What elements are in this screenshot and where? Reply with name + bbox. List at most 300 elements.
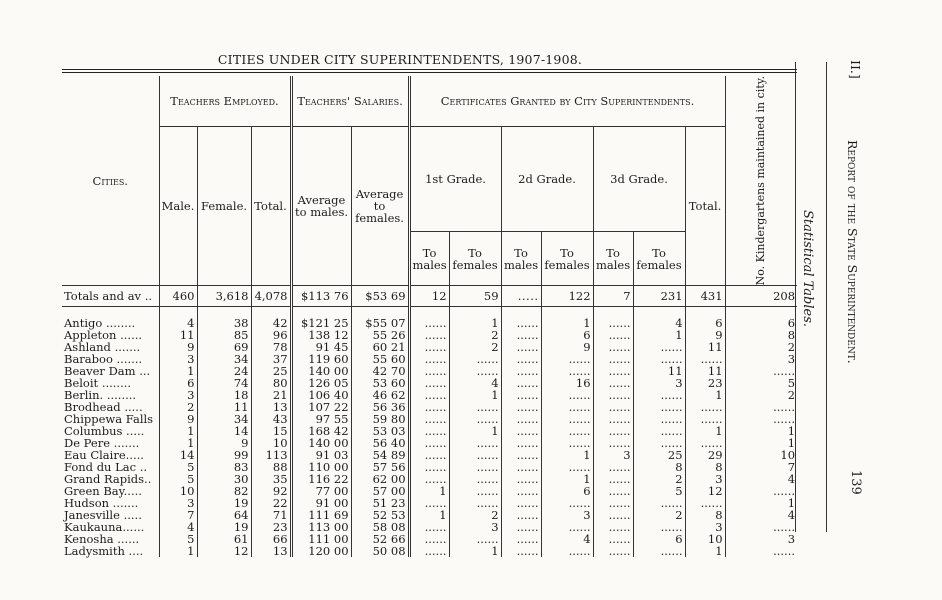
totals-g1-females: 59 [449, 286, 501, 307]
cell-g3m: ...... [593, 437, 633, 449]
cell-g2f: ...... [541, 425, 593, 437]
cell-male: 5 [159, 461, 197, 473]
cell-avg_f: 46 62 [351, 389, 409, 401]
cell-g1m: ...... [409, 401, 449, 413]
cell-g3f: ...... [633, 425, 685, 437]
cell-city: Kaukauna...... [64, 520, 145, 535]
cell-g2m: ...... [501, 365, 541, 377]
header-g1-males: To males [409, 232, 449, 286]
cell-g1m: ...... [409, 473, 449, 485]
side-rule-outer [826, 62, 827, 532]
cell-avg_f: 55 60 [351, 353, 409, 365]
cell-g2m: ...... [501, 425, 541, 437]
cell-female: 9 [197, 437, 251, 449]
cell-ctot: 1 [685, 425, 725, 437]
header-cert-total: Total. [685, 126, 725, 286]
cell-ctot: 10 [685, 533, 725, 545]
cell-g1f: 2 [449, 509, 501, 521]
cell-avg_m: 140 00 [291, 365, 351, 377]
cell-ctot: ...... [685, 401, 725, 413]
cell-kg: ...... [725, 521, 797, 533]
cell-g3f: 6 [633, 533, 685, 545]
cell-g3f: 25 [633, 449, 685, 461]
cell-g1m: ...... [409, 365, 449, 377]
cell-city: Kenosha ...... [64, 532, 140, 547]
cell-g2m: ...... [501, 533, 541, 545]
header-g3-males: To males [593, 232, 633, 286]
cell-g2m: ...... [501, 509, 541, 521]
cell-total: 23 [251, 521, 291, 533]
cell-g2m: ...... [501, 317, 541, 329]
totals-g3-females: 231 [633, 286, 685, 307]
cell-ctot: 11 [685, 365, 725, 377]
cell-kg: ...... [725, 485, 797, 497]
cell-avg_m: $121 25 [291, 317, 351, 329]
cell-total: 71 [251, 509, 291, 521]
cell-g3m: ...... [593, 509, 633, 521]
cell-avg_f: 51 23 [351, 497, 409, 509]
cell-city: Ladysmith .... [64, 544, 144, 559]
cell-g2f: 4 [541, 533, 593, 545]
cell-total: 13 [251, 545, 291, 557]
cell-g1f: 1 [449, 425, 501, 437]
cell-male: 1 [159, 437, 197, 449]
cell-g2f: ...... [541, 437, 593, 449]
cell-city: Beaver Dam ... [64, 364, 151, 379]
header-g1-females: To females [449, 232, 501, 286]
cell-female: 38 [197, 317, 251, 329]
cell-g3m: ...... [593, 389, 633, 401]
cell-male: 14 [159, 449, 197, 461]
cell-g3m: ...... [593, 473, 633, 485]
cell-ctot: 1 [685, 389, 725, 401]
table-row [62, 473, 797, 485]
cell-male: 9 [159, 341, 197, 353]
cell-avg_f: 56 40 [351, 437, 409, 449]
cell-g1f: 3 [449, 521, 501, 533]
cell-city: Baraboo ....... [64, 352, 143, 367]
cell-g1f: ...... [449, 497, 501, 509]
cell-avg_f: 57 56 [351, 461, 409, 473]
header-grade2: 2d Grade. [501, 126, 593, 232]
cell-avg_f: 52 66 [351, 533, 409, 545]
cell-avg_m: 91 03 [291, 449, 351, 461]
cell-g1f: 1 [449, 545, 501, 557]
header-grade3: 3d Grade. [593, 126, 685, 232]
table-body [62, 286, 797, 558]
cell-kg: 6 [725, 317, 797, 329]
cell-g2m: ...... [501, 521, 541, 533]
cell-avg_f: 58 08 [351, 521, 409, 533]
cell-g2m: ...... [501, 389, 541, 401]
cell-g2f: ...... [541, 389, 593, 401]
totals-female: 3,618 [197, 286, 251, 307]
cell-g1m: ...... [409, 341, 449, 353]
cell-g2f: ...... [541, 461, 593, 473]
cell-g1f: 4 [449, 377, 501, 389]
cell-avg_f: 42 70 [351, 365, 409, 377]
side-rule-inner [795, 62, 796, 532]
totals-g1-males: 12 [409, 286, 449, 307]
cell-female: 83 [197, 461, 251, 473]
cell-ctot: 6 [685, 317, 725, 329]
cell-g2f: ...... [541, 401, 593, 413]
table-row [62, 545, 797, 557]
cell-avg_f: 55 26 [351, 329, 409, 341]
cell-total: 22 [251, 497, 291, 509]
totals-g2-females: 122 [541, 286, 593, 307]
cell-g3f: ...... [633, 401, 685, 413]
cell-city: Antigo ........ [64, 316, 136, 331]
cell-avg_m: 107 22 [291, 401, 351, 413]
cell-g3f: ...... [633, 413, 685, 425]
page-title: CITIES UNDER CITY SUPERINTENDENTS, 1907-1908. [217, 52, 583, 67]
cell-ctot: ...... [685, 413, 725, 425]
cell-g1f: ...... [449, 353, 501, 365]
cell-kg: ...... [725, 365, 797, 377]
cell-male: 1 [159, 425, 197, 437]
cell-female: 12 [197, 545, 251, 557]
cell-g1f: 1 [449, 389, 501, 401]
cell-g3m: ...... [593, 329, 633, 341]
cell-g1f: ...... [449, 437, 501, 449]
cell-city: Brodhead ..... [64, 400, 143, 415]
cell-g1m: ...... [409, 497, 449, 509]
cell-g1m: ...... [409, 377, 449, 389]
cell-g1m: ...... [409, 425, 449, 437]
cell-male: 6 [159, 377, 197, 389]
cell-female: 19 [197, 521, 251, 533]
cell-female: 19 [197, 497, 251, 509]
cell-g3f: ...... [633, 353, 685, 365]
cell-g2m: ...... [501, 449, 541, 461]
cell-g3f: 1 [633, 329, 685, 341]
cell-g2f: 6 [541, 329, 593, 341]
cell-total: 66 [251, 533, 291, 545]
totals-cert-total: 431 [685, 286, 725, 307]
cell-g2f: ...... [541, 521, 593, 533]
cell-city: Ashland ....... [64, 340, 141, 355]
cell-avg_f: 56 36 [351, 401, 409, 413]
cell-g1f: ...... [449, 473, 501, 485]
cell-male: 3 [159, 353, 197, 365]
cell-g2f: 9 [541, 341, 593, 353]
cell-total: 15 [251, 425, 291, 437]
cell-city: Grand Rapids.. [64, 472, 152, 487]
totals-kindergartens: 208 [725, 286, 797, 307]
cell-avg_f: 59 80 [351, 413, 409, 425]
cell-kg: 2 [725, 341, 797, 353]
statistics-table [62, 76, 797, 557]
cell-g3f: ...... [633, 545, 685, 557]
cell-male: 2 [159, 401, 197, 413]
cell-g3f: ...... [633, 521, 685, 533]
cell-g1f: ...... [449, 533, 501, 545]
cell-g1m: ...... [409, 533, 449, 545]
cell-total: 80 [251, 377, 291, 389]
header-male: Male. [159, 126, 197, 286]
cell-avg_m: 97 55 [291, 413, 351, 425]
cell-g1f: ...... [449, 401, 501, 413]
cell-female: 82 [197, 485, 251, 497]
cell-g2m: ...... [501, 473, 541, 485]
cell-total: 43 [251, 413, 291, 425]
cell-g1m: ...... [409, 329, 449, 341]
cell-g1m: ...... [409, 317, 449, 329]
header-teachers-salaries: Teachers' Salaries. [291, 76, 409, 126]
header-total: Total. [251, 126, 291, 286]
cell-g2f: ...... [541, 413, 593, 425]
cell-kg: ...... [725, 401, 797, 413]
cell-g3f: 8 [633, 461, 685, 473]
cell-avg_m: 91 00 [291, 497, 351, 509]
cell-female: 85 [197, 329, 251, 341]
table-row [62, 497, 797, 509]
cell-g1f: ...... [449, 461, 501, 473]
cell-g1f: 2 [449, 341, 501, 353]
cell-g3m: ...... [593, 461, 633, 473]
cell-male: 5 [159, 533, 197, 545]
cell-g3f: 11 [633, 365, 685, 377]
cell-g2f: ...... [541, 497, 593, 509]
cell-g3m: ...... [593, 317, 633, 329]
cell-g2f: ...... [541, 365, 593, 377]
cell-kg: 7 [725, 461, 797, 473]
cell-total: 96 [251, 329, 291, 341]
cell-avg_f: 62 00 [351, 473, 409, 485]
cell-g1f: ...... [449, 413, 501, 425]
cell-city: Eau Claire..... [64, 448, 144, 463]
cell-g2m: ...... [501, 353, 541, 365]
cell-male: 3 [159, 497, 197, 509]
cell-ctot: 12 [685, 485, 725, 497]
cell-g3m: ...... [593, 533, 633, 545]
cell-g2f: 6 [541, 485, 593, 497]
cell-g1m: ...... [409, 413, 449, 425]
header-grade1: 1st Grade. [409, 126, 501, 232]
cell-avg_m: 77 00 [291, 485, 351, 497]
cell-g3f: ...... [633, 497, 685, 509]
cell-ctot: 11 [685, 341, 725, 353]
cell-male: 5 [159, 473, 197, 485]
cell-avg_m: 119 60 [291, 353, 351, 365]
cell-avg_m: 113 00 [291, 521, 351, 533]
cell-g2f: ...... [541, 545, 593, 557]
cell-avg_m: 111 69 [291, 509, 351, 521]
cell-g2m: ...... [501, 545, 541, 557]
cell-city: Green Bay..... [64, 484, 142, 499]
cell-total: 113 [251, 449, 291, 461]
header-teachers-employed: Teachers Employed. [159, 76, 291, 126]
cell-g2m: ...... [501, 413, 541, 425]
cell-city: Appleton ...... [64, 328, 143, 343]
cell-avg_m: 140 00 [291, 437, 351, 449]
cell-g2m: ...... [501, 329, 541, 341]
cell-kg: ...... [725, 413, 797, 425]
cell-g3m: ...... [593, 365, 633, 377]
cell-g3f: 4 [633, 317, 685, 329]
cell-city: Janesville ..... [64, 508, 142, 523]
header-avg-females: Average to females. [351, 126, 409, 286]
totals-g2-males: ..... [501, 286, 541, 307]
cell-g1m: ...... [409, 437, 449, 449]
cell-female: 14 [197, 425, 251, 437]
section-label: Statistical Tables. [800, 210, 815, 328]
cell-g1f: 2 [449, 329, 501, 341]
cell-g1f: 1 [449, 317, 501, 329]
cell-total: 21 [251, 389, 291, 401]
cell-female: 64 [197, 509, 251, 521]
cell-g3f: 2 [633, 473, 685, 485]
cell-ctot: 8 [685, 509, 725, 521]
cell-ctot: ...... [685, 353, 725, 365]
chapter-mark: II.] [848, 60, 863, 79]
cell-ctot: ...... [685, 497, 725, 509]
header-cities: Cities. [92, 173, 128, 188]
cell-g3f: ...... [633, 389, 685, 401]
cell-female: 34 [197, 413, 251, 425]
totals-total: 4,078 [251, 286, 291, 307]
cell-g1m: ...... [409, 449, 449, 461]
cell-total: 78 [251, 341, 291, 353]
cell-g2f: 3 [541, 509, 593, 521]
cell-g1m: ...... [409, 521, 449, 533]
cell-male: 11 [159, 329, 197, 341]
cell-avg_f: 53 60 [351, 377, 409, 389]
cell-city: Chippewa Falls [64, 412, 154, 427]
cell-city: Columbus ..... [64, 424, 145, 439]
header-g3-females: To females [633, 232, 685, 286]
cell-total: 92 [251, 485, 291, 497]
cell-avg_m: 120 00 [291, 545, 351, 557]
cell-g2m: ...... [501, 437, 541, 449]
cell-g2m: ...... [501, 341, 541, 353]
header-g2-males: To males [501, 232, 541, 286]
totals-row [62, 286, 797, 307]
cell-g2f: 1 [541, 449, 593, 461]
cell-kg: 5 [725, 377, 797, 389]
header-certificates: Certificates Granted by City Superintendents. [409, 76, 725, 126]
cell-male: 10 [159, 485, 197, 497]
cell-g1f: ...... [449, 449, 501, 461]
cell-total: 37 [251, 353, 291, 365]
cell-g1m: ...... [409, 389, 449, 401]
cell-kg: 1 [725, 437, 797, 449]
cell-male: 4 [159, 317, 197, 329]
cell-avg_m: 138 12 [291, 329, 351, 341]
cell-ctot: 3 [685, 521, 725, 533]
cell-total: 10 [251, 437, 291, 449]
cell-g3m: ...... [593, 425, 633, 437]
cell-g3f: 2 [633, 509, 685, 521]
totals-avg-males: $113 76 [291, 286, 351, 307]
cell-g1f: ...... [449, 485, 501, 497]
cell-ctot: 9 [685, 329, 725, 341]
header-kindergartens: No. Kindergartens maintained in city. [725, 76, 797, 286]
cell-female: 74 [197, 377, 251, 389]
cell-kg: 4 [725, 473, 797, 485]
top-rule-inner [62, 72, 797, 73]
cell-g3m: ...... [593, 353, 633, 365]
cell-ctot: 3 [685, 473, 725, 485]
cell-avg_f: 60 21 [351, 341, 409, 353]
cell-kg: ...... [725, 545, 797, 557]
cell-g3m: 3 [593, 449, 633, 461]
cell-avg_m: 116 22 [291, 473, 351, 485]
cell-city: Beloit ........ [64, 376, 132, 391]
cell-avg_m: 110 00 [291, 461, 351, 473]
cell-avg_f: 54 89 [351, 449, 409, 461]
cell-g2m: ...... [501, 401, 541, 413]
cell-kg: 4 [725, 509, 797, 521]
cell-city: Fond du Lac .. [64, 460, 148, 475]
cell-male: 1 [159, 545, 197, 557]
cell-avg_m: 168 42 [291, 425, 351, 437]
header-g2-females: To females [541, 232, 593, 286]
cell-g1m: 1 [409, 509, 449, 521]
cell-g1m: ...... [409, 545, 449, 557]
cell-female: 69 [197, 341, 251, 353]
cell-city: Hudson ....... [64, 496, 139, 511]
cell-kg: 1 [725, 497, 797, 509]
cell-male: 1 [159, 365, 197, 377]
cell-g3m: ...... [593, 413, 633, 425]
cell-avg_f: 50 08 [351, 545, 409, 557]
cell-avg_m: 106 40 [291, 389, 351, 401]
cell-avg_f: 57 00 [351, 485, 409, 497]
cell-ctot: 23 [685, 377, 725, 389]
cell-g3f: 3 [633, 377, 685, 389]
cell-male: 3 [159, 389, 197, 401]
cell-g3m: ...... [593, 401, 633, 413]
cell-city: Berlin. ........ [64, 388, 137, 403]
cell-avg_m: 126 05 [291, 377, 351, 389]
cell-female: 30 [197, 473, 251, 485]
cell-g1m: ...... [409, 461, 449, 473]
header-avg-males: Average to males. [291, 126, 351, 286]
cell-ctot: 29 [685, 449, 725, 461]
cell-g3m: ...... [593, 377, 633, 389]
cell-avg_f: $55 07 [351, 317, 409, 329]
cell-avg_m: 111 00 [291, 533, 351, 545]
header-female: Female. [197, 126, 251, 286]
cell-g2f: 1 [541, 473, 593, 485]
cell-g3m: ...... [593, 485, 633, 497]
cell-g1m: ...... [409, 353, 449, 365]
cell-g3f: ...... [633, 341, 685, 353]
cell-city: De Pere ....... [64, 436, 140, 451]
cell-total: 13 [251, 401, 291, 413]
cell-ctot: 1 [685, 545, 725, 557]
cell-female: 99 [197, 449, 251, 461]
cell-kg: 3 [725, 353, 797, 365]
cell-total: 42 [251, 317, 291, 329]
cell-g2f: 1 [541, 317, 593, 329]
cell-total: 25 [251, 365, 291, 377]
totals-g3-males: 7 [593, 286, 633, 307]
cell-avg_f: 53 03 [351, 425, 409, 437]
cell-g2m: ...... [501, 377, 541, 389]
cell-male: 7 [159, 509, 197, 521]
page-number: 139 [848, 470, 863, 495]
cell-g3f: 5 [633, 485, 685, 497]
cell-g3m: ...... [593, 341, 633, 353]
cell-g2m: ...... [501, 485, 541, 497]
cell-female: 24 [197, 365, 251, 377]
totals-label: Totals and av .. [62, 286, 159, 307]
cell-g1m: 1 [409, 485, 449, 497]
top-rule [62, 69, 797, 70]
